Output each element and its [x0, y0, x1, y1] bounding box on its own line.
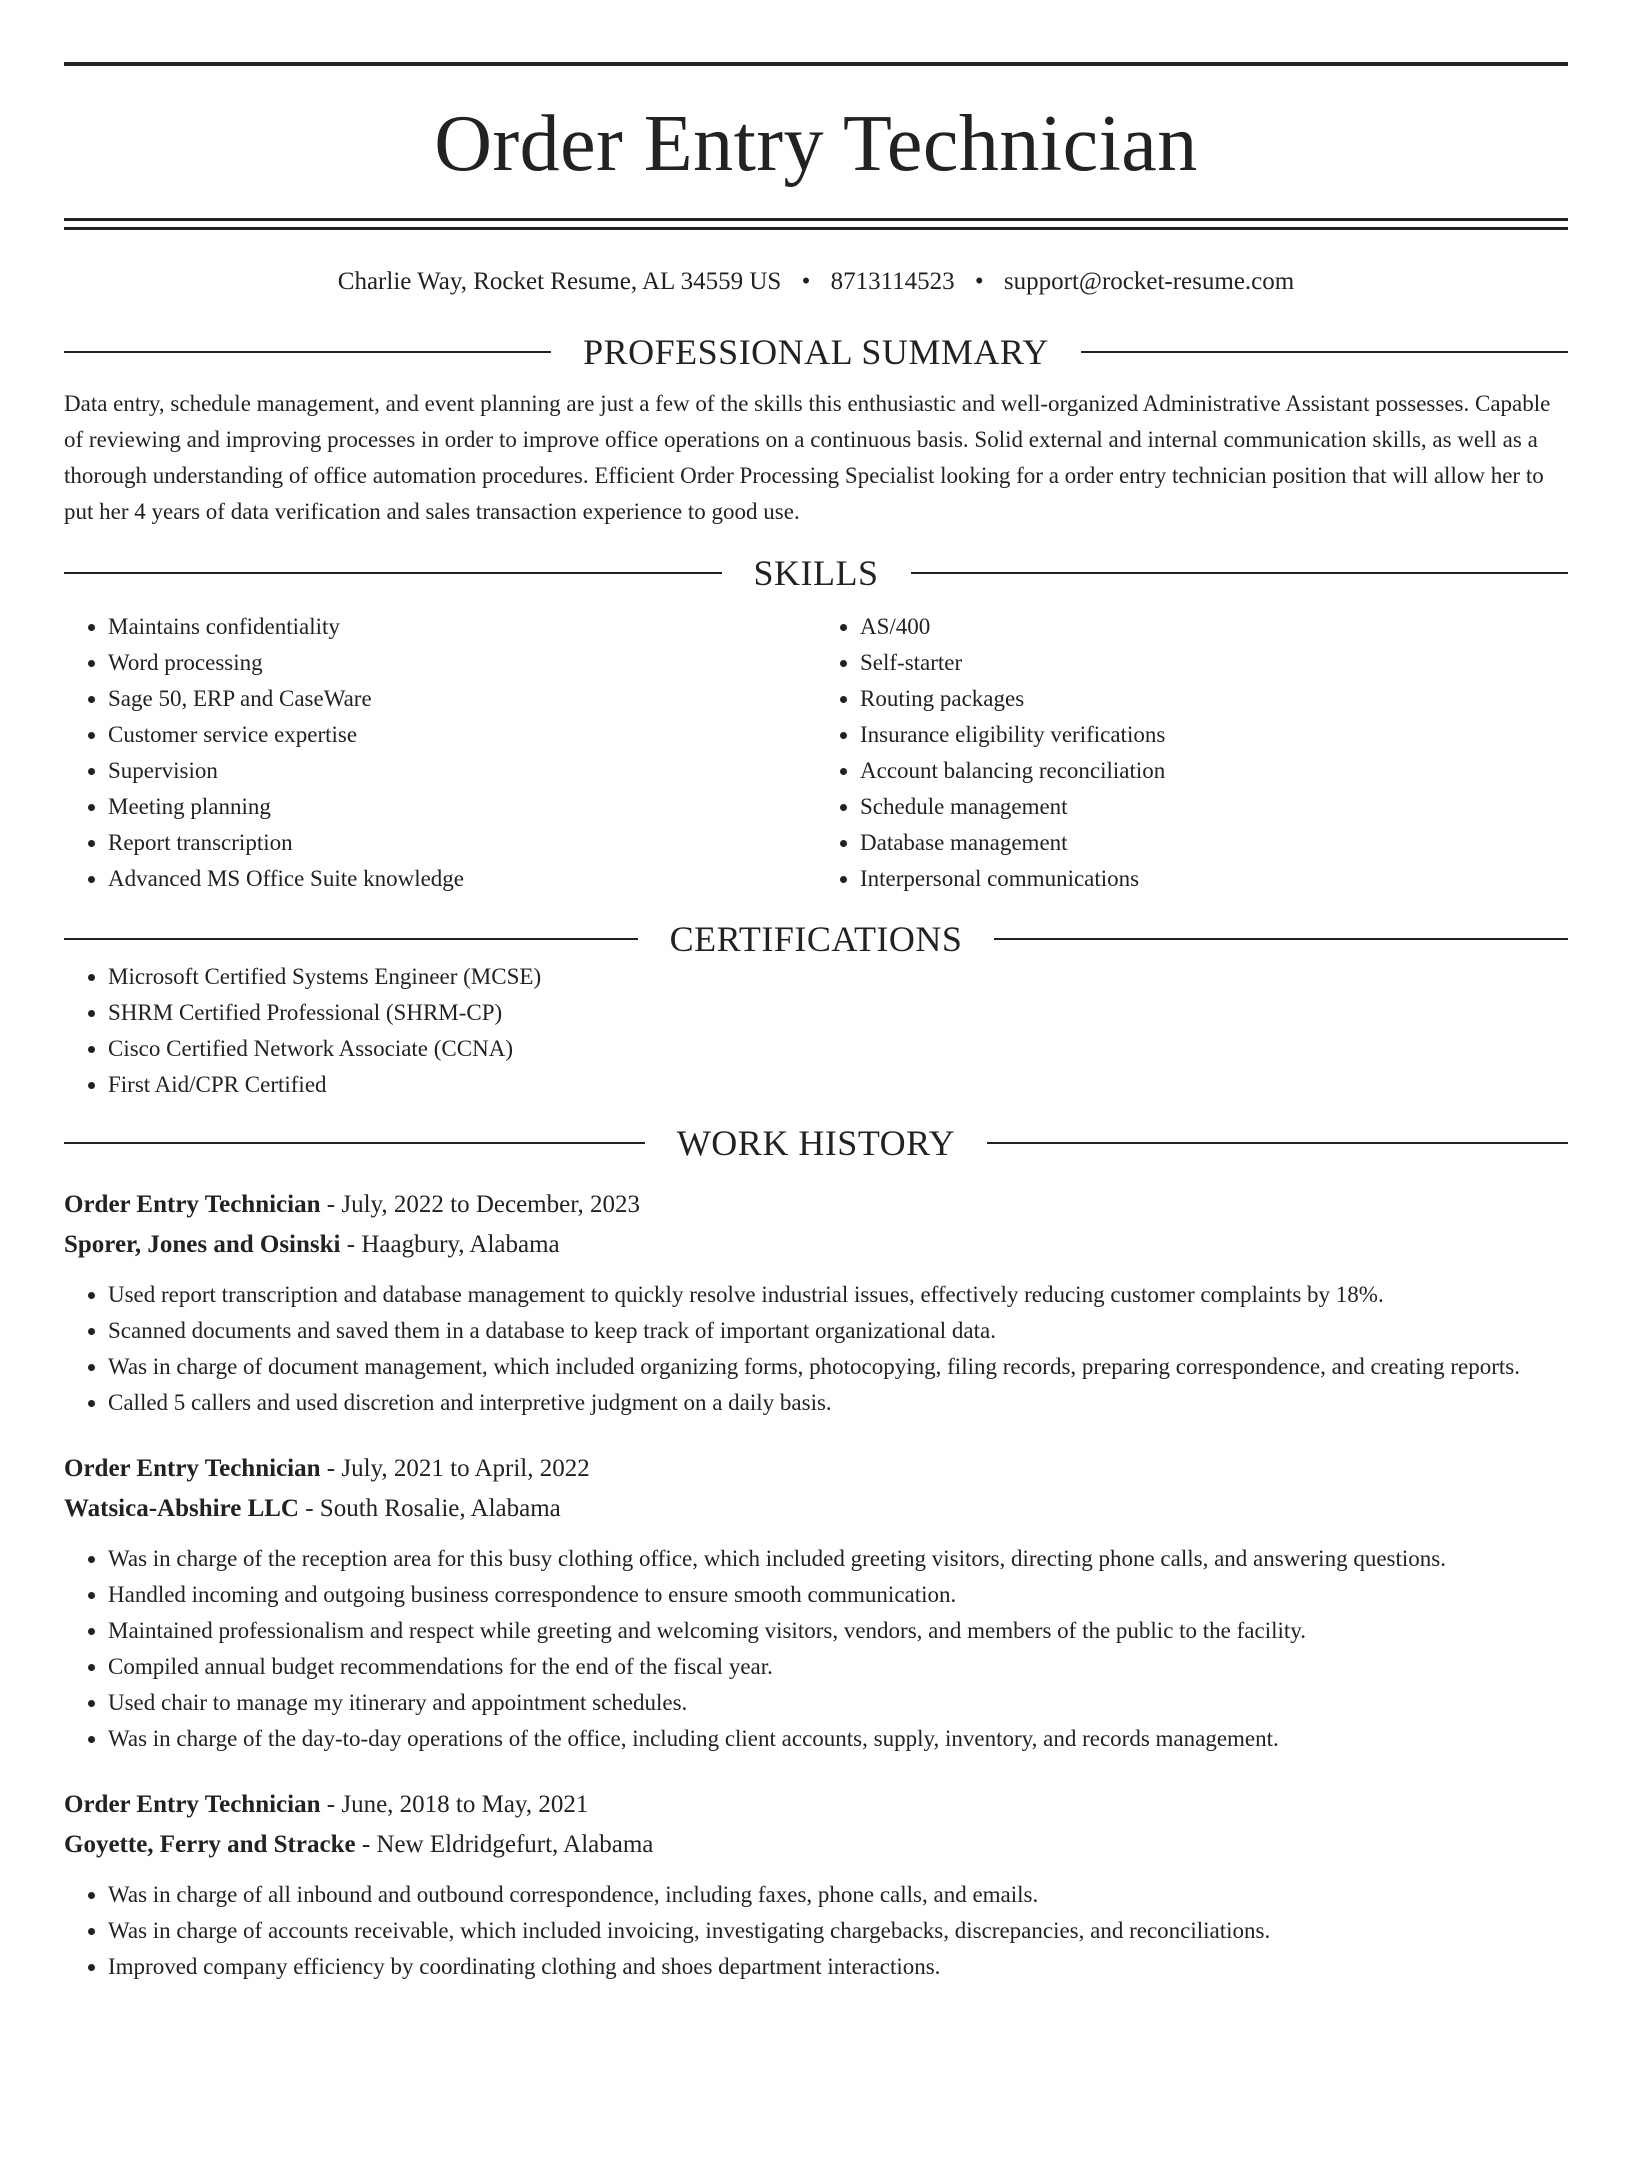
job-bullets: [64, 1277, 1568, 1421]
job-bullets: [64, 1877, 1568, 1985]
skill-item: • Supervision: [108, 753, 816, 789]
heading-rule-left: [64, 351, 551, 353]
certification-item: • Cisco Certified Network Associate (CCNA): [108, 1031, 1568, 1067]
contact-address: Charlie Way, Rocket Resume, AL 34559 US: [337, 268, 782, 295]
job-dates: - July, 2022 to December, 2023: [320, 1191, 641, 1218]
skill-item: • Self-starter: [860, 645, 1568, 681]
skill-item: • Report transcription: [108, 825, 816, 861]
skill-item: • Interpersonal communications: [860, 861, 1568, 897]
contact-line: [64, 266, 1568, 298]
skills-heading: [64, 553, 1568, 593]
heading-rule-right: [1081, 351, 1568, 353]
job-bullet: • Used chair to manage my itinerary and appointment schedules.: [108, 1685, 1568, 1721]
job-bullet: • Called 5 callers and used discretion and interpretive judgment on a daily basis.: [108, 1385, 1568, 1421]
job-location: - South Rosalie, Alabama: [298, 1495, 561, 1522]
resume-name: Order Entry Technician: [434, 100, 1198, 188]
job-bullet: • Was in charge of document management, which included organizing forms, photocopying, filing records, preparing correspondence, and creating reports.: [108, 1349, 1568, 1385]
skills-columns: [64, 609, 1568, 897]
job-location: - New Eldridgefurt, Alabama: [355, 1831, 654, 1858]
summary-heading: [64, 332, 1568, 372]
resume-page: [0, 62, 1632, 2174]
skills-list-right: [816, 609, 1568, 897]
certifications-list: [64, 959, 1568, 1103]
skill-item: • Database management: [860, 825, 1568, 861]
job-bullet: • Maintained professionalism and respect while greeting and welcoming visitors, vendors, and members of the public to the facility.: [108, 1613, 1568, 1649]
job-company-line: [64, 1489, 1568, 1529]
skill-item: • Account balancing reconciliation: [860, 753, 1568, 789]
job-company: Sporer, Jones and Osinski: [64, 1231, 341, 1258]
skill-item: • Word processing: [108, 645, 816, 681]
skill-item: • AS/400: [860, 609, 1568, 645]
job-bullet: • Was in charge of the reception area for this busy clothing office, which included greeting visitors, directing phone calls, and answering questions.: [108, 1541, 1568, 1577]
job-location: - Haagbury, Alabama: [340, 1231, 560, 1258]
work-history-heading: [64, 1123, 1568, 1163]
skill-item: • Schedule management: [860, 789, 1568, 825]
job-title-line: [64, 1785, 1568, 1825]
job-title: Order Entry Technician: [64, 1191, 321, 1218]
certification-item: • First Aid/CPR Certified: [108, 1067, 1568, 1103]
job-bullets: [64, 1541, 1568, 1757]
job-company: Watsica-Abshire LLC: [64, 1495, 299, 1522]
job-dates: - July, 2021 to April, 2022: [320, 1455, 590, 1482]
top-rule: [64, 62, 1568, 66]
job-bullet: • Compiled annual budget recommendations for the end of the fiscal year.: [108, 1649, 1568, 1685]
job-title-line: [64, 1449, 1568, 1489]
job-company: Goyette, Ferry and Stracke: [64, 1831, 356, 1858]
contact-separator: •: [801, 268, 811, 295]
job-bullet: • Handled incoming and outgoing business correspondence to ensure smooth communication.: [108, 1577, 1568, 1613]
contact-phone: 8713114523: [830, 268, 955, 295]
skill-item: • Routing packages: [860, 681, 1568, 717]
skill-item: • Sage 50, ERP and CaseWare: [108, 681, 816, 717]
contact-email: support@rocket-resume.com: [1003, 268, 1295, 295]
skill-item: • Meeting planning: [108, 789, 816, 825]
job-entry: [64, 1785, 1568, 1985]
job-entry: [64, 1185, 1568, 1421]
job-company-line: [64, 1825, 1568, 1865]
heading-rule-left: [64, 938, 638, 940]
job-bullet: • Improved company efficiency by coordinating clothing and shoes department interactions.: [108, 1949, 1568, 1985]
work-history-title: WORK HISTORY: [676, 1123, 956, 1163]
summary-title: PROFESSIONAL SUMMARY: [583, 332, 1049, 372]
summary-text: Data entry, schedule management, and event planning are just a few of the skills this enthusiastic and well-organized Administrative Assistant possesses. Capable of reviewing and improving processes in order to improve office operations on a continuous basis. Solid external and internal communication skills, as well as a thorough understanding of office automation procedures. Efficient Order Processing Specialist looking for a order entry technician position that will allow her to put her 4 years of data verification and sales transaction experience to good use.: [64, 391, 1551, 524]
certification-item: • Microsoft Certified Systems Engineer (MCSE): [108, 959, 1568, 995]
contact-separator: •: [974, 268, 984, 295]
heading-rule-right: [994, 938, 1568, 940]
job-bullet: • Was in charge of accounts receivable, which included invoicing, investigating chargebacks, discrepancies, and reconciliations.: [108, 1913, 1568, 1949]
skill-item: • Advanced MS Office Suite knowledge: [108, 861, 816, 897]
job-bullet: • Was in charge of the day-to-day operations of the office, including client accounts, supply, inventory, and records management.: [108, 1721, 1568, 1757]
job-bullet: • Scanned documents and saved them in a database to keep track of important organizational data.: [108, 1313, 1568, 1349]
certification-item: • SHRM Certified Professional (SHRM-CP): [108, 995, 1568, 1031]
certifications-heading: [64, 919, 1568, 959]
job-dates: - June, 2018 to May, 2021: [320, 1791, 589, 1818]
skill-item: • Maintains confidentiality: [108, 609, 816, 645]
skills-list-left: [64, 609, 816, 897]
skills-title: SKILLS: [753, 553, 879, 593]
heading-rule-left: [64, 572, 722, 574]
heading-rule-right: [911, 572, 1569, 574]
job-bullet: • Was in charge of all inbound and outbound correspondence, including faxes, phone calls, and emails.: [108, 1877, 1568, 1913]
job-bullet: • Used report transcription and database management to quickly resolve industrial issues, effectively reducing customer complaints by 18%.: [108, 1277, 1568, 1313]
job-company-line: [64, 1225, 1568, 1265]
heading-rule-left: [64, 1142, 645, 1144]
skill-item: • Customer service expertise: [108, 717, 816, 753]
double-rule: [64, 218, 1568, 230]
skill-item: • Insurance eligibility verifications: [860, 717, 1568, 753]
certifications-title: CERTIFICATIONS: [669, 919, 963, 959]
job-title: Order Entry Technician: [64, 1791, 321, 1818]
heading-rule-right: [987, 1142, 1568, 1144]
job-title-line: [64, 1185, 1568, 1225]
job-entry: [64, 1449, 1568, 1757]
job-title: Order Entry Technician: [64, 1455, 321, 1482]
